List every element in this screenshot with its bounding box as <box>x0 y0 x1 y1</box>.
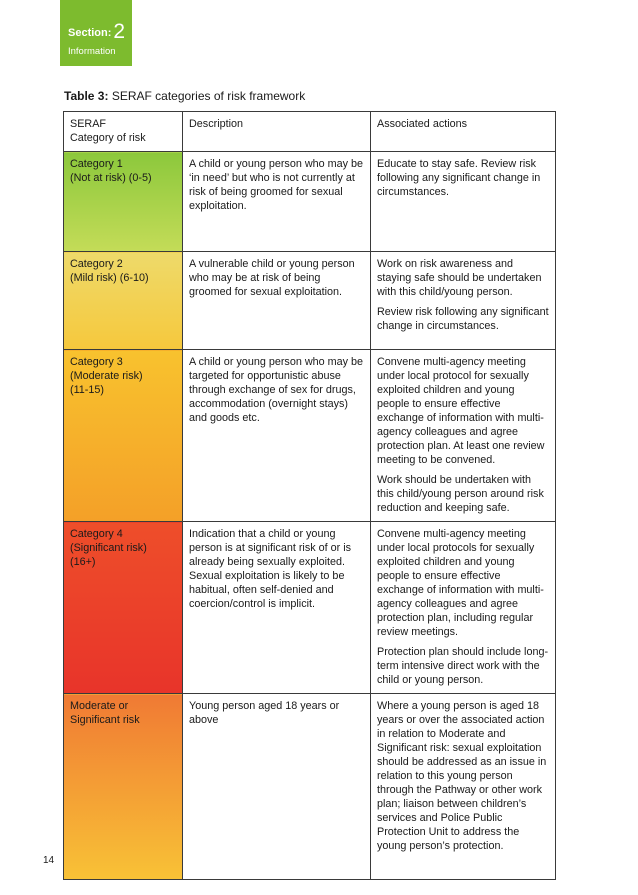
table-header-row <box>64 112 556 152</box>
actions-cell <box>371 350 556 522</box>
category-cell <box>64 350 183 522</box>
section-subtitle: Information <box>68 46 116 57</box>
section-label: Section: <box>68 27 112 39</box>
action-text: Work on risk awareness and staying safe should be undertaken with this child/young person. <box>377 258 542 298</box>
table-row <box>64 152 556 252</box>
category-range: (11-15) <box>70 384 105 396</box>
risk-framework-table <box>63 111 556 880</box>
section-number: 2 <box>113 20 126 43</box>
section-tab <box>60 0 132 66</box>
description-cell: A vulnerable child or young person who may be at risk of being groomed for sexual exploitation. <box>183 252 371 350</box>
description-cell: A child or young person who may be ‘in need’ but who is not currently at risk of being groomed for sexual exploitation. <box>183 152 371 252</box>
category-label: Moderate or <box>70 700 129 712</box>
description-cell: Indication that a child or young person is at significant risk of or is already being sexually exploited. Sexual exploitation is likely to be habitual, often self-denied and coercion/control is implicit. <box>183 522 371 694</box>
action-text: Convene multi-agency meeting under local protocol for sexually exploited children and young people to ensure effective exchange of information with multi-agency colleagues and agree protection plan. At least one review meeting to be convened. <box>377 356 545 466</box>
category-qualifier: (Moderate risk) <box>70 370 143 382</box>
actions-cell <box>371 522 556 694</box>
header-category-cell <box>64 112 183 152</box>
table-title-text: SERAF categories of risk framework <box>111 89 306 103</box>
action-text: Work should be undertaken with this child/young person around risk reduction and keeping safe. <box>377 474 544 514</box>
description-cell: Young person aged 18 years or above <box>183 694 371 880</box>
category-range: (Mild risk) (6-10) <box>70 272 149 284</box>
action-text: Review risk following any significant change in circumstances. <box>377 306 549 332</box>
page-number: 14 <box>43 855 55 866</box>
actions-cell <box>371 152 556 252</box>
action-text: Protection plan should include long-term intensive direct work with the child or young person. <box>377 646 549 686</box>
category-qualifier: Significant risk <box>70 714 140 726</box>
category-label: Category 3 <box>70 356 123 368</box>
category-cell <box>64 694 183 880</box>
category-label: Category 4 <box>70 528 123 540</box>
table-title-prefix: Table 3: <box>64 89 109 103</box>
category-cell <box>64 152 183 252</box>
category-range: (16+) <box>70 556 96 568</box>
category-cell <box>64 522 183 694</box>
header-category-line2: Category of risk <box>70 132 146 144</box>
header-category-line1: SERAF <box>70 118 106 130</box>
category-label: Category 1 <box>70 158 123 170</box>
category-cell <box>64 252 183 350</box>
action-text: Convene multi-agency meeting under local protocols for sexually exploited children and young people to ensure effective exchange of information with multi-agency colleagues and agree protection plan, including regular review meetings. <box>377 528 544 638</box>
category-label: Category 2 <box>70 258 123 270</box>
header-description-cell: Description <box>183 112 371 152</box>
description-cell: A child or young person who may be targeted for opportunistic abuse through exchange of sex for drugs, accommodation (overnight stays) and goods etc. <box>183 350 371 522</box>
category-qualifier: (Significant risk) <box>70 542 147 554</box>
actions-cell <box>371 694 556 880</box>
table-row <box>64 350 556 522</box>
action-text: Where a young person is aged 18 years or over the associated action in relation to Moderate and Significant risk: sexual exploitation should be addressed as an issue in relation to this young person through the Pathway or other work plan; liaison between children’s services and Police Public Protection Unit to address the young person’s protection. <box>377 700 547 852</box>
table-row <box>64 252 556 350</box>
action-text: Educate to stay safe. Review risk following any significant change in circumstances. <box>377 158 541 198</box>
header-actions-cell: Associated actions <box>371 112 556 152</box>
category-range: (Not at risk) (0-5) <box>70 172 152 184</box>
actions-cell <box>371 252 556 350</box>
table-row <box>64 522 556 694</box>
table-row <box>64 694 556 880</box>
section-label-line <box>68 20 125 44</box>
table-title <box>64 89 305 103</box>
